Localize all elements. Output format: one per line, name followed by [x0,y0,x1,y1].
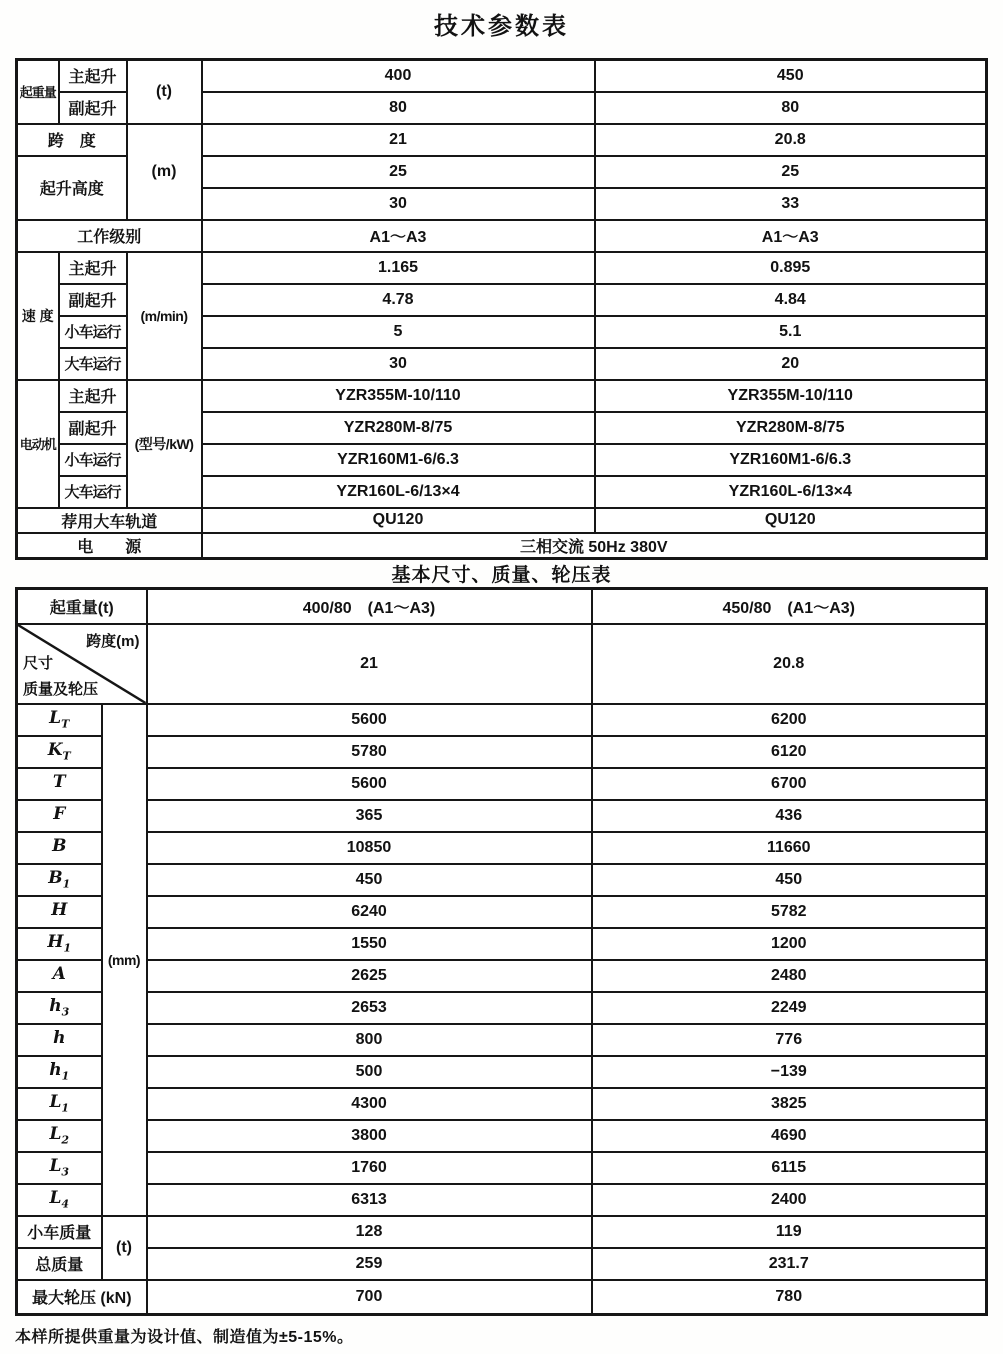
value-cell: 25 [202,156,595,188]
dim-symbol: H [17,896,102,928]
value-cell: 2653 [147,992,592,1024]
value-cell: 6120 [592,736,987,768]
value-cell: 21 [202,124,595,156]
value-cell: 5782 [592,896,987,928]
value-cell: 25 [595,156,987,188]
value-cell: 780 [592,1280,987,1315]
group-label-capacity: 起重量 [17,60,59,124]
value-cell: YZR160L-6/13×4 [595,476,987,508]
row-label-lifting-height: 起升高度 [17,156,127,220]
diagonal-mass-label: 质量及轮压 [23,680,99,698]
page-title: 技术参数表 [434,13,569,40]
value-cell: 6115 [592,1152,987,1184]
value-cell: 1760 [147,1152,592,1184]
row-label-power: 电 源 [17,533,202,559]
row-label: 副起升 [59,412,127,444]
unit-label: (型号/kW) [127,380,202,508]
value-cell: YZR355M-10/110 [202,380,595,412]
unit-label-mm: (mm) [102,704,147,1216]
value-cell: 30 [202,188,595,220]
row-label: 主起升 [59,60,127,92]
dim-symbol: A [17,960,102,992]
value-cell: 4.78 [202,284,595,316]
value-cell: 20 [595,348,987,380]
dim-symbol: h [17,1024,102,1056]
dim-symbol: $H_1$ [17,928,102,960]
value-cell: 2249 [592,992,987,1024]
value-cell: 5.1 [595,316,987,348]
dim-symbol: T [17,768,102,800]
value-cell: A1～A3 [595,220,987,252]
dim-symbol: $K_T$ [17,736,102,768]
value-cell: 259 [147,1248,592,1280]
diagonal-span-label: 跨度(m) [86,632,140,650]
row-label-max-wheel-load: 最大轮压 (kN) [17,1280,147,1315]
value-cell: YZR160L-6/13×4 [202,476,595,508]
value-cell: 3800 [147,1120,592,1152]
value-cell: YZR280M-8/75 [202,412,595,444]
dim-symbol: F [17,800,102,832]
value-cell: 776 [592,1024,987,1056]
value-cell: 365 [147,800,592,832]
value-cell: 1550 [147,928,592,960]
header-column-2: 450/80 (A1～A3) [592,589,987,624]
footnote: 本样所提供重量为设计值、制造值为±5-15%。 [15,1329,354,1346]
dimensions-mass-wheel-load-table [15,587,988,1316]
value-cell: 80 [202,92,595,124]
value-cell: 450 [595,60,987,92]
value-cell: 10850 [147,832,592,864]
table2-title: 基本尺寸、质量、轮压表 [391,565,612,586]
value-cell: 20.8 [592,624,987,704]
value-cell: 128 [147,1216,592,1248]
dim-symbol: $B_1$ [17,864,102,896]
group-label-motor: 电动机 [17,380,59,508]
value-cell: 6313 [147,1184,592,1216]
dim-symbol: $L_4$ [17,1184,102,1216]
value-cell: 3825 [592,1088,987,1120]
row-label-span: 跨 度 [17,124,127,156]
row-label: 小车运行 [59,316,127,348]
value-cell: 450 [592,864,987,896]
value-cell: 30 [202,348,595,380]
value-cell: QU120 [595,508,987,533]
group-label-speed: 速 度 [17,252,59,380]
row-label: 副起升 [59,284,127,316]
value-cell: 436 [592,800,987,832]
value-cell: YZR160M1-6/6.3 [595,444,987,476]
value-cell: YZR280M-8/75 [595,412,987,444]
diagonal-header-cell [17,624,147,704]
value-cell: 400 [202,60,595,92]
unit-label: (t) [127,60,202,124]
value-cell: 4.84 [595,284,987,316]
row-label: 主起升 [59,380,127,412]
value-cell: YZR160M1-6/6.3 [202,444,595,476]
value-cell: 4690 [592,1120,987,1152]
value-cell: 80 [595,92,987,124]
dim-symbol: $L_T$ [17,704,102,736]
value-cell: 2625 [147,960,592,992]
value-cell: 5600 [147,704,592,736]
value-cell: 450 [147,864,592,896]
row-label-rail: 荐用大车轨道 [17,508,202,533]
row-label: 小车运行 [59,444,127,476]
value-cell: 5780 [147,736,592,768]
value-cell: 20.8 [595,124,987,156]
value-cell: −139 [592,1056,987,1088]
unit-label: (m/min) [127,252,202,380]
unit-label-t: (t) [102,1216,147,1280]
value-cell: YZR355M-10/110 [595,380,987,412]
row-label-duty-class: 工作级别 [17,220,202,252]
dim-symbol: $h_1$ [17,1056,102,1088]
row-label: 副起升 [59,92,127,124]
diagonal-dims-label: 尺寸 [23,654,54,672]
value-cell: 6240 [147,896,592,928]
row-label: 主起升 [59,252,127,284]
dim-symbol: $h_3$ [17,992,102,1024]
value-cell: 4300 [147,1088,592,1120]
value-cell: 700 [147,1280,592,1315]
value-cell: 21 [147,624,592,704]
value-cell: 800 [147,1024,592,1056]
dim-symbol: B [17,832,102,864]
row-label: 大车运行 [59,476,127,508]
value-cell: 5 [202,316,595,348]
row-label-trolley-mass: 小车质量 [17,1216,102,1248]
unit-label: (m) [127,124,202,220]
value-cell: 1.165 [202,252,595,284]
value-cell: 500 [147,1056,592,1088]
technical-parameters-table [15,58,988,560]
value-cell: A1～A3 [202,220,595,252]
value-cell-power: 三相交流 50Hz 380V [202,533,987,559]
value-cell: 5600 [147,768,592,800]
value-cell: 1200 [592,928,987,960]
value-cell: 2480 [592,960,987,992]
value-cell: QU120 [202,508,595,533]
value-cell: 2400 [592,1184,987,1216]
row-label-total-mass: 总质量 [17,1248,102,1280]
row-label: 大车运行 [59,348,127,380]
dim-symbol: $L_2$ [17,1120,102,1152]
value-cell: 119 [592,1216,987,1248]
value-cell: 0.895 [595,252,987,284]
dim-symbol: $L_1$ [17,1088,102,1120]
value-cell: 6700 [592,768,987,800]
value-cell: 231.7 [592,1248,987,1280]
header-column-1: 400/80 (A1～A3) [147,589,592,624]
header-capacity: 起重量(t) [17,589,147,624]
value-cell: 11660 [592,832,987,864]
value-cell: 33 [595,188,987,220]
dim-symbol: $L_3$ [17,1152,102,1184]
value-cell: 6200 [592,704,987,736]
